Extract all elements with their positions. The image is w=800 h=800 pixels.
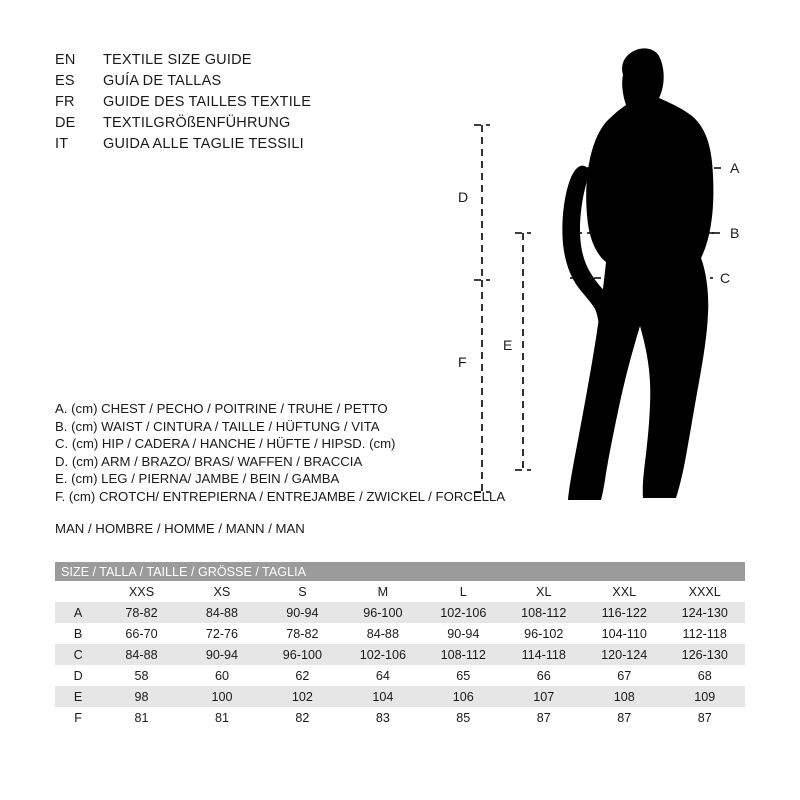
- header-m: M: [343, 581, 423, 602]
- cell: 78-82: [262, 623, 342, 644]
- legend-category: MAN / HOMBRE / HOMME / MANN / MAN: [55, 520, 305, 536]
- cell: 107: [504, 686, 584, 707]
- legend-line-b: B. (cm) WAIST / CINTURA / TAILLE / HÜFTUNG / VITA: [55, 418, 380, 434]
- header-s: S: [262, 581, 342, 602]
- cell: 78-82: [101, 602, 181, 623]
- header-xl: XL: [504, 581, 584, 602]
- cell: 96-100: [262, 644, 342, 665]
- legend-line-a: A. (cm) CHEST / PECHO / POITRINE / TRUHE / PETTO: [55, 401, 388, 416]
- cell: 66: [504, 665, 584, 686]
- language-row: [55, 115, 415, 136]
- cell: 108-112: [423, 644, 503, 665]
- label-F: F: [458, 354, 467, 370]
- header-xxxl: XXXL: [664, 581, 745, 602]
- legend-line-c: C. (cm) HIP / CADERA / HANCHE / HÜFTE / HIPSD. (cm): [55, 436, 396, 452]
- cell: 87: [664, 707, 745, 728]
- cell: 102: [262, 686, 342, 707]
- header-corner: [55, 581, 101, 602]
- cell: 100: [182, 686, 262, 707]
- male-body-silhouette: [562, 48, 713, 500]
- header-xxl: XXL: [584, 581, 664, 602]
- legend-line-d: D. (cm) ARM / BRAZO/ BRAS/ WAFFEN / BRACCIA: [55, 453, 363, 469]
- cell: 84-88: [182, 602, 262, 623]
- row-label: C: [55, 644, 101, 665]
- cell: 106: [423, 686, 503, 707]
- language-row: [55, 73, 415, 94]
- language-title: TEXTILE SIZE GUIDE: [103, 52, 252, 68]
- table-row: [55, 623, 745, 644]
- cell: 60: [182, 665, 262, 686]
- label-A: A: [730, 160, 740, 176]
- crotch-dimension-line: [474, 280, 490, 492]
- cell: 64: [343, 665, 423, 686]
- table-row: [55, 707, 745, 728]
- cell: 84-88: [343, 623, 423, 644]
- table-row: [55, 665, 745, 686]
- cell: 90-94: [423, 623, 503, 644]
- label-B: B: [730, 225, 740, 241]
- label-D: D: [458, 189, 469, 205]
- cell: 104-110: [584, 623, 664, 644]
- cell: 116-122: [584, 602, 664, 623]
- cell: 112-118: [664, 623, 745, 644]
- cell: 120-124: [584, 644, 664, 665]
- language-title: GUÍA DE TALLAS: [103, 73, 222, 89]
- size-table-container: [55, 562, 745, 728]
- language-title-block: [55, 52, 415, 157]
- language-code: IT: [55, 136, 69, 152]
- cell: 58: [101, 665, 181, 686]
- header-xs: XS: [182, 581, 262, 602]
- cell: 108: [584, 686, 664, 707]
- language-title: TEXTILGRÖßENFÜHRUNG: [103, 115, 291, 131]
- cell: 96-100: [343, 602, 423, 623]
- cell: 85: [423, 707, 503, 728]
- cell: 66-70: [101, 623, 181, 644]
- cell: 81: [101, 707, 181, 728]
- language-title: GUIDE DES TAILLES TEXTILE: [103, 94, 312, 110]
- table-header-row: [55, 581, 745, 602]
- language-row: [55, 52, 415, 73]
- language-row: [55, 136, 415, 157]
- language-code: ES: [55, 73, 75, 89]
- language-title: GUIDA ALLE TAGLIE TESSILI: [103, 136, 304, 152]
- row-label: D: [55, 665, 101, 686]
- cell: 84-88: [101, 644, 181, 665]
- cell: 96-102: [504, 623, 584, 644]
- header-xxs: XXS: [101, 581, 181, 602]
- cell: 109: [664, 686, 745, 707]
- table-row: [55, 644, 745, 665]
- table-title: SIZE / TALLA / TAILLE / GRÖSSE / TAGLIA: [55, 562, 745, 581]
- leg-dimension-line: [515, 233, 531, 470]
- cell: 108-112: [504, 602, 584, 623]
- cell: 104: [343, 686, 423, 707]
- table-row: [55, 602, 745, 623]
- arm-dimension-line: [474, 125, 490, 280]
- row-label: A: [55, 602, 101, 623]
- language-code: DE: [55, 115, 76, 131]
- table-title-row: [55, 562, 745, 581]
- cell: 102-106: [343, 644, 423, 665]
- cell: 124-130: [664, 602, 745, 623]
- language-row: [55, 94, 415, 115]
- table-row: [55, 686, 745, 707]
- cell: 67: [584, 665, 664, 686]
- cell: 72-76: [182, 623, 262, 644]
- cell: 102-106: [423, 602, 503, 623]
- row-label: B: [55, 623, 101, 644]
- cell: 98: [101, 686, 181, 707]
- cell: 68: [664, 665, 745, 686]
- cell: 90-94: [182, 644, 262, 665]
- cell: 90-94: [262, 602, 342, 623]
- cell: 62: [262, 665, 342, 686]
- cell: 87: [584, 707, 664, 728]
- language-code: FR: [55, 94, 75, 110]
- legend-line-e: E. (cm) LEG / PIERNA/ JAMBE / BEIN / GAMBA: [55, 471, 340, 487]
- language-code: EN: [55, 52, 76, 68]
- header-l: L: [423, 581, 503, 602]
- row-label: F: [55, 707, 101, 728]
- size-table: [55, 562, 745, 728]
- cell: 114-118: [504, 644, 584, 665]
- label-E: E: [503, 337, 513, 353]
- cell: 83: [343, 707, 423, 728]
- cell: 82: [262, 707, 342, 728]
- cell: 87: [504, 707, 584, 728]
- cell: 65: [423, 665, 503, 686]
- legend-line-f: F. (cm) CROTCH/ ENTREPIERNA / ENTREJAMBE / ZWICKEL / FORCELLA: [55, 488, 506, 504]
- label-C: C: [720, 270, 731, 286]
- cell: 126-130: [664, 644, 745, 665]
- row-label: E: [55, 686, 101, 707]
- measurement-diagram: [420, 30, 780, 530]
- cell: 81: [182, 707, 262, 728]
